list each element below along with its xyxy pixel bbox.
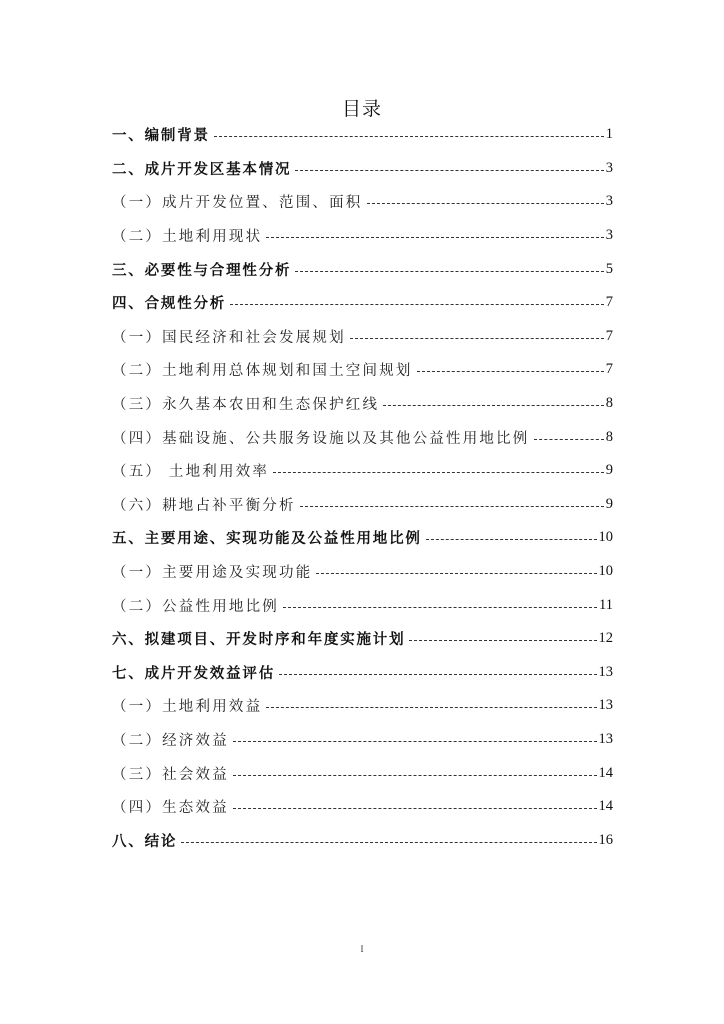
toc-entry-label: 一、编制背景 [112, 128, 210, 145]
toc-entry-label: 二、成片开发区基本情况 [112, 161, 292, 178]
toc-leader [367, 203, 604, 204]
toc-entry-label: 五、主要用途、实现功能及公益性用地比例 [112, 531, 422, 548]
toc-entry-label: （二）经济效益 [112, 732, 229, 749]
toc-entry[interactable] [112, 790, 613, 824]
toc-entry-page: 12 [598, 630, 613, 647]
toc-entry[interactable] [112, 185, 613, 219]
toc-entry-page: 7 [605, 361, 613, 378]
toc-leader [233, 775, 597, 776]
toc-title: 目录 [341, 98, 382, 120]
toc-entry[interactable] [112, 656, 613, 690]
toc-entry[interactable] [112, 588, 613, 622]
toc-leader [300, 506, 604, 507]
toc-entry-label: （三）社会效益 [112, 766, 229, 783]
toc-entry-label: （三）永久基本农田和生态保护红线 [112, 397, 380, 414]
toc-entry[interactable] [112, 387, 613, 421]
toc-entry-page: 10 [598, 563, 613, 580]
page-number-footer: I [360, 944, 364, 954]
toc-leader [233, 808, 597, 809]
toc-entry-page: 9 [605, 462, 613, 479]
toc-entry-page: 3 [605, 193, 613, 210]
toc-entry-page: 5 [605, 260, 613, 277]
toc-entry-label: （二）公益性用地比例 [112, 598, 279, 615]
toc-leader [214, 136, 604, 137]
toc-entry-page: 13 [598, 663, 613, 680]
toc-entry[interactable] [112, 555, 613, 589]
toc-leader [316, 573, 596, 574]
toc-entry-page: 13 [598, 697, 613, 714]
toc-entry-label: （四）基础设施、公共服务设施以及其他公益性用地比例 [112, 430, 530, 447]
toc-entry[interactable] [112, 353, 613, 387]
toc-entry[interactable] [112, 454, 613, 488]
toc-entry[interactable] [112, 320, 613, 354]
toc-leader [266, 237, 603, 238]
toc-entry-page: 16 [598, 831, 613, 848]
toc-entry[interactable] [112, 286, 613, 320]
toc-leader [283, 607, 597, 608]
toc-leader [230, 304, 604, 305]
toc-entry[interactable] [112, 723, 613, 757]
toc-entry-label: 六、拟建项目、开发时序和年度实施计划 [112, 632, 406, 649]
toc-entry[interactable] [112, 118, 613, 152]
toc-entry[interactable] [112, 689, 613, 723]
toc-entry-label: 七、成片开发效益评估 [112, 665, 275, 682]
toc-entry-page: 14 [598, 764, 613, 781]
toc-entry-label: （五） 土地利用效率 [112, 464, 270, 481]
toc-entry[interactable] [112, 622, 613, 656]
toc-leader [383, 405, 604, 406]
toc-leader [181, 842, 596, 843]
toc-leader [273, 472, 604, 473]
toc-leader [417, 371, 604, 372]
toc-entry-page: 8 [605, 395, 613, 412]
toc-entry-label: 八、结论 [112, 833, 178, 850]
toc-leader [409, 640, 596, 641]
toc-leader [350, 338, 604, 339]
toc-entry-page: 14 [598, 798, 613, 815]
toc-entry[interactable] [112, 152, 613, 186]
toc-entry[interactable] [112, 756, 613, 790]
toc-entry-label: （二）土地利用现状 [112, 229, 263, 246]
toc-entry-page: 8 [605, 428, 613, 445]
toc-entry-page: 7 [605, 294, 613, 311]
toc-entry[interactable] [112, 521, 613, 555]
toc-leader [295, 170, 603, 171]
toc-leader [279, 674, 597, 675]
toc-entry-label: 三、必要性与合理性分析 [112, 262, 292, 279]
toc-entry-page: 9 [605, 495, 613, 512]
toc-entry-label: （一）成片开发位置、范围、面积 [112, 195, 363, 212]
toc-entry[interactable] [112, 823, 613, 857]
toc-leader [233, 741, 597, 742]
toc-entry-label: （二）土地利用总体规划和国土空间规划 [112, 363, 413, 380]
toc-entry-page: 13 [598, 730, 613, 747]
toc-entry[interactable] [112, 252, 613, 286]
toc-entry-page: 3 [605, 159, 613, 176]
toc-entry[interactable] [112, 420, 613, 454]
toc-entry-label: 四、合规性分析 [112, 296, 227, 313]
toc-entry-label: （一）主要用途及实现功能 [112, 565, 313, 582]
toc-list [112, 118, 613, 857]
toc-entry-label: （四）生态效益 [112, 800, 229, 817]
toc-entry-label: （一）土地利用效益 [112, 699, 263, 716]
toc-entry-page: 3 [605, 227, 613, 244]
toc-entry-page: 10 [598, 529, 613, 546]
toc-entry[interactable] [112, 488, 613, 522]
toc-leader [426, 539, 597, 540]
toc-leader [295, 271, 603, 272]
toc-entry-label: （六）耕地占补平衡分析 [112, 497, 296, 514]
toc-leader [266, 707, 596, 708]
toc-entry-page: 1 [605, 126, 613, 143]
toc-entry[interactable] [112, 219, 613, 253]
toc-entry-page: 11 [599, 596, 613, 613]
toc-entry-label: （一）国民经济和社会发展规划 [112, 329, 346, 346]
toc-entry-page: 7 [605, 327, 613, 344]
toc-leader [534, 439, 604, 440]
